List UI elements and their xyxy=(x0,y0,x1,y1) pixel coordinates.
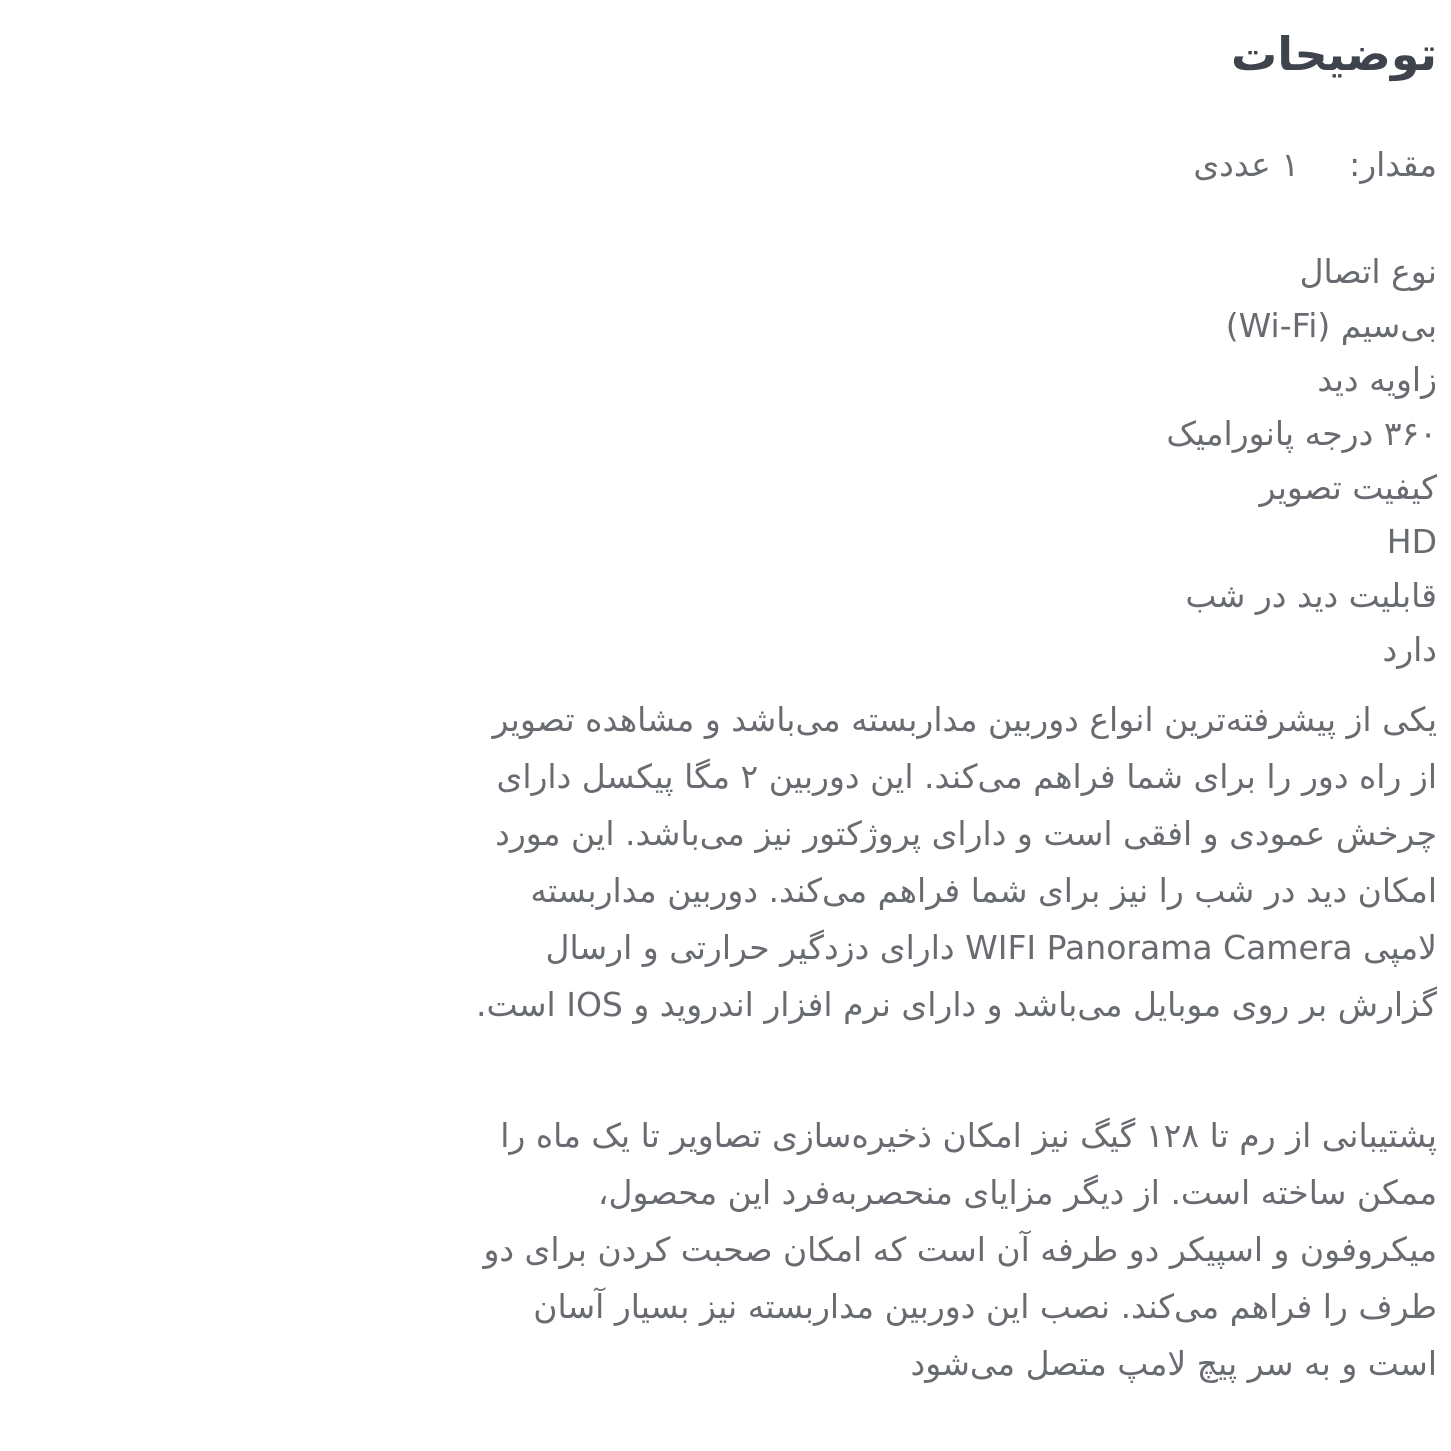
description-paragraph-1: یکی از پیشرفته‌ترین انواع دوربین مداربسته می‌باشد و مشاهده تصویر از راه دور را برای شما فراهم می‌کند. این دوربین ۲ مگا پیکسل دارای چرخش عمودی و افقی است و دارای پروژکتور نیز می‌باشد. این مورد امکان دید در شب را نیز برای شما فراهم می‌کند. دوربین مداربسته لامپی WIFI Panorama Camera دارای دزدگیر حرارتی و ارسال گزارش بر روی موبایل می‌باشد و دارای نرم افزار اندروید و IOS است. xyxy=(476,700,1437,1024)
description-paragraph-2: پشتیبانی از رم تا ۱۲۸ گیگ نیز امکان ذخیره‌سازی تصاویر تا یک ماه را ممکن ساخته است. از دیگر مزایای منحصربه‌فرد این محصول، میکروفون و اسپیکر دو طرفه آن است که امکان صحبت کردن برای دو طرف را فراهم می‌کند. نصب این دوربین مداربسته نیز بسیار آسان است و به سر پیچ لامپ متصل می‌شود xyxy=(483,1116,1437,1383)
spec-label-night-vision: قابلیت دید در شب xyxy=(1185,576,1437,615)
spec-label-image-quality: کیفیت تصویر xyxy=(1259,468,1437,507)
quantity-row xyxy=(14,138,1437,192)
spec-label-viewing-angle: زاویه دید xyxy=(1317,360,1437,399)
spec-value-viewing-angle: ۳۶۰ درجه پانورامیک xyxy=(1166,414,1437,453)
spec-value-image-quality: HD xyxy=(1386,522,1437,561)
spec-value-night-vision: دارد xyxy=(1382,630,1437,669)
quantity-label: مقدار: xyxy=(1349,145,1437,184)
spec-list xyxy=(14,245,1437,677)
section-title: توضیحات xyxy=(1231,27,1437,81)
spec-value-connection-type: بی‌سیم (Wi-Fi) xyxy=(1225,306,1437,345)
spec-label-connection-type: نوع اتصال xyxy=(1299,252,1437,291)
quantity-value: ۱ عددی xyxy=(1193,145,1300,184)
